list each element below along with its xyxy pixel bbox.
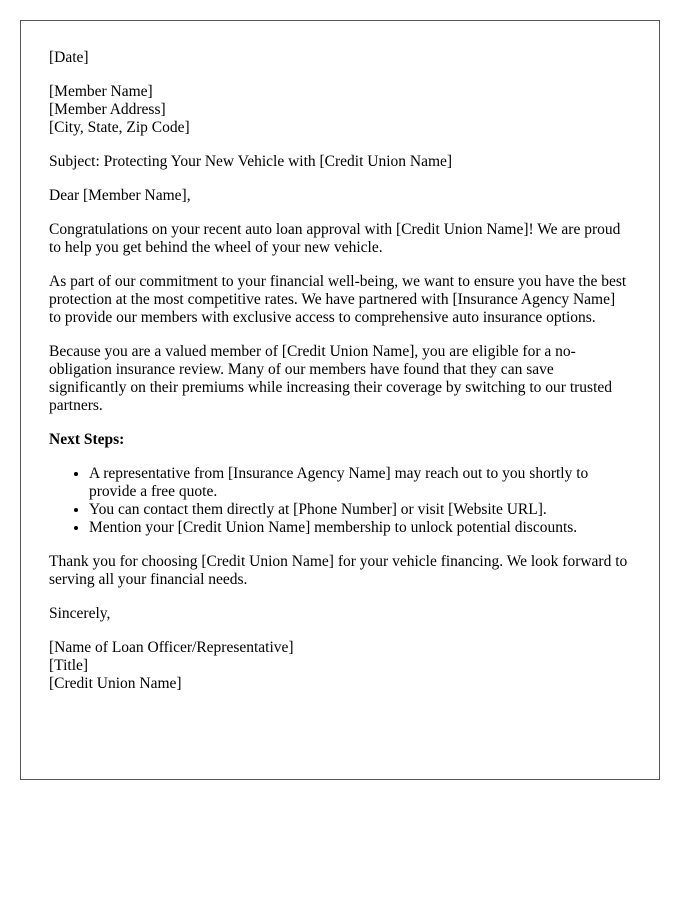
body-paragraph-congratulations: Congratulations on your recent auto loan approval with [Credit Union Name]! We are proud to help you get behind the wheel of your new vehicle.: [49, 221, 621, 256]
next-steps-heading: Next Steps:: [49, 431, 125, 448]
recipient-city-state-zip: [City, State, Zip Code]: [49, 119, 190, 136]
signature-name: [Name of Loan Officer/Representative]: [49, 639, 294, 656]
letter-date: [Date]: [49, 49, 89, 66]
signature-organization: [Credit Union Name]: [49, 675, 182, 692]
recipient-address: [Member Address]: [49, 101, 166, 118]
signature-title: [Title]: [49, 657, 89, 674]
closing-paragraph: Thank you for choosing [Credit Union Name] for your vehicle financing. We look forward to serving all your financial needs.: [49, 553, 628, 588]
letter-salutation: Dear [Member Name],: [49, 187, 191, 204]
recipient-block: [49, 83, 631, 137]
next-step-item: • A representative from [Insurance Agency Name] may reach out to you shortly to provide a free quote.: [89, 465, 631, 501]
letter-subject: Subject: Protecting Your New Vehicle with [Credit Union Name]: [49, 153, 453, 170]
body-paragraph-commitment: As part of our commitment to your financial well-being, we want to ensure you have the best protection at the most competitive rates. We have partnered with [Insurance Agency Name] to provide our members with exclusive access to comprehensive auto insurance options.: [49, 273, 627, 326]
body-paragraph-eligibility: Because you are a valued member of [Credit Union Name], you are eligible for a no-obligation insurance review. Many of our members have found that they can save significantly on their premiums while increasing their coverage by switching to our trusted partners.: [49, 343, 613, 414]
next-step-item: • You can contact them directly at [Phone Number] or visit [Website URL].: [89, 501, 631, 519]
letter-page: [20, 20, 660, 780]
next-step-item: • Mention your [Credit Union Name] membership to unlock potential discounts.: [89, 519, 631, 537]
signature-block: [49, 639, 631, 693]
recipient-name: [Member Name]: [49, 83, 153, 100]
next-steps-list: [49, 465, 631, 537]
sign-off: Sincerely,: [49, 605, 111, 622]
